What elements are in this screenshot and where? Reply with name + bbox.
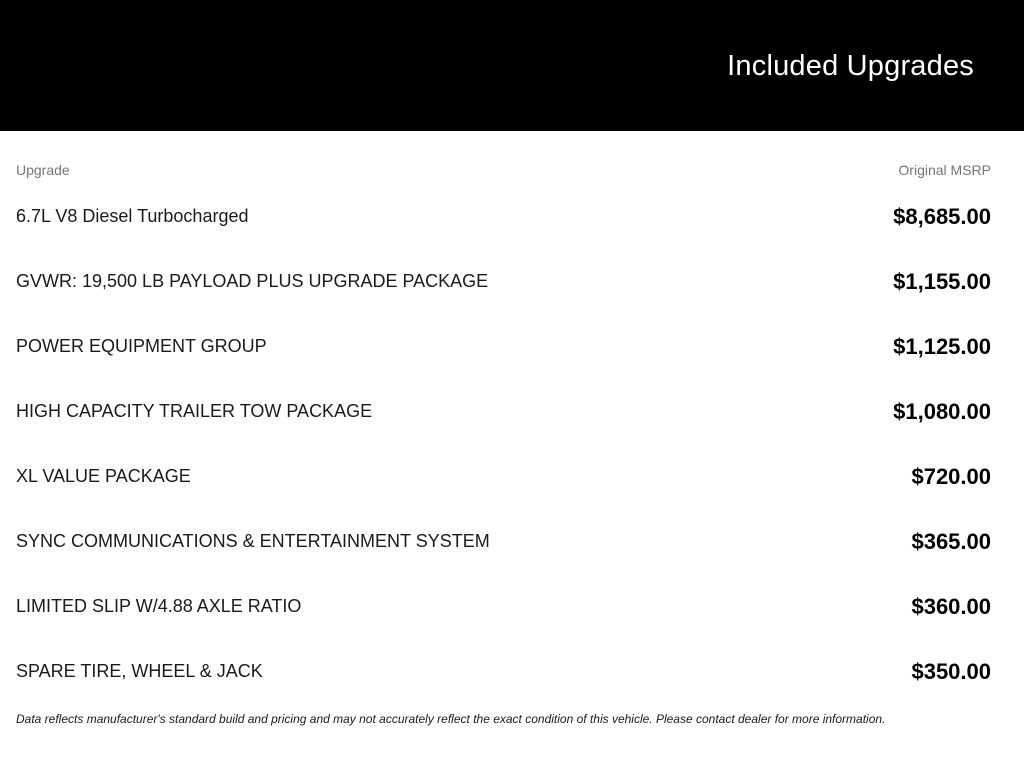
table-row bbox=[16, 314, 991, 379]
upgrade-price: $1,080.00 bbox=[893, 398, 991, 424]
table-column-headers bbox=[16, 131, 991, 180]
disclaimer-text: Data reflects manufacturer's standard build and pricing and may not accurately reflect the exact condition of this vehicle. Please contact dealer for more information. bbox=[16, 712, 886, 726]
upgrade-price: $360.00 bbox=[911, 593, 991, 619]
upgrade-price: $365.00 bbox=[911, 528, 991, 554]
table-row bbox=[16, 249, 991, 314]
table-row bbox=[16, 184, 991, 249]
upgrade-price: $350.00 bbox=[911, 658, 991, 684]
upgrade-name: HIGH CAPACITY TRAILER TOW PACKAGE bbox=[16, 401, 373, 421]
upgrade-price: $8,685.00 bbox=[893, 203, 991, 229]
table-rows bbox=[16, 184, 991, 704]
table-row bbox=[16, 639, 991, 704]
upgrade-price: $720.00 bbox=[911, 463, 991, 489]
table-row bbox=[16, 379, 991, 444]
upgrade-name: POWER EQUIPMENT GROUP bbox=[16, 336, 267, 356]
column-header-original-msrp: Original MSRP bbox=[898, 162, 991, 178]
upgrade-price: $1,125.00 bbox=[893, 333, 991, 359]
upgrades-table bbox=[0, 131, 1024, 704]
table-row bbox=[16, 444, 991, 509]
header-band bbox=[0, 0, 1024, 131]
column-header-upgrade: Upgrade bbox=[16, 162, 70, 178]
upgrade-name: GVWR: 19,500 LB PAYLOAD PLUS UPGRADE PACKAGE bbox=[16, 271, 489, 291]
page-title: Included Upgrades bbox=[727, 50, 974, 82]
upgrade-name: LIMITED SLIP W/4.88 AXLE RATIO bbox=[16, 596, 302, 616]
table-row bbox=[16, 574, 991, 639]
upgrade-name: XL VALUE PACKAGE bbox=[16, 466, 191, 486]
upgrade-name: SPARE TIRE, WHEEL & JACK bbox=[16, 661, 263, 681]
table-row bbox=[16, 509, 991, 574]
upgrade-price: $1,155.00 bbox=[893, 268, 991, 294]
upgrade-name: SYNC COMMUNICATIONS & ENTERTAINMENT SYSTEM bbox=[16, 531, 490, 551]
upgrade-name: 6.7L V8 Diesel Turbocharged bbox=[16, 206, 249, 226]
